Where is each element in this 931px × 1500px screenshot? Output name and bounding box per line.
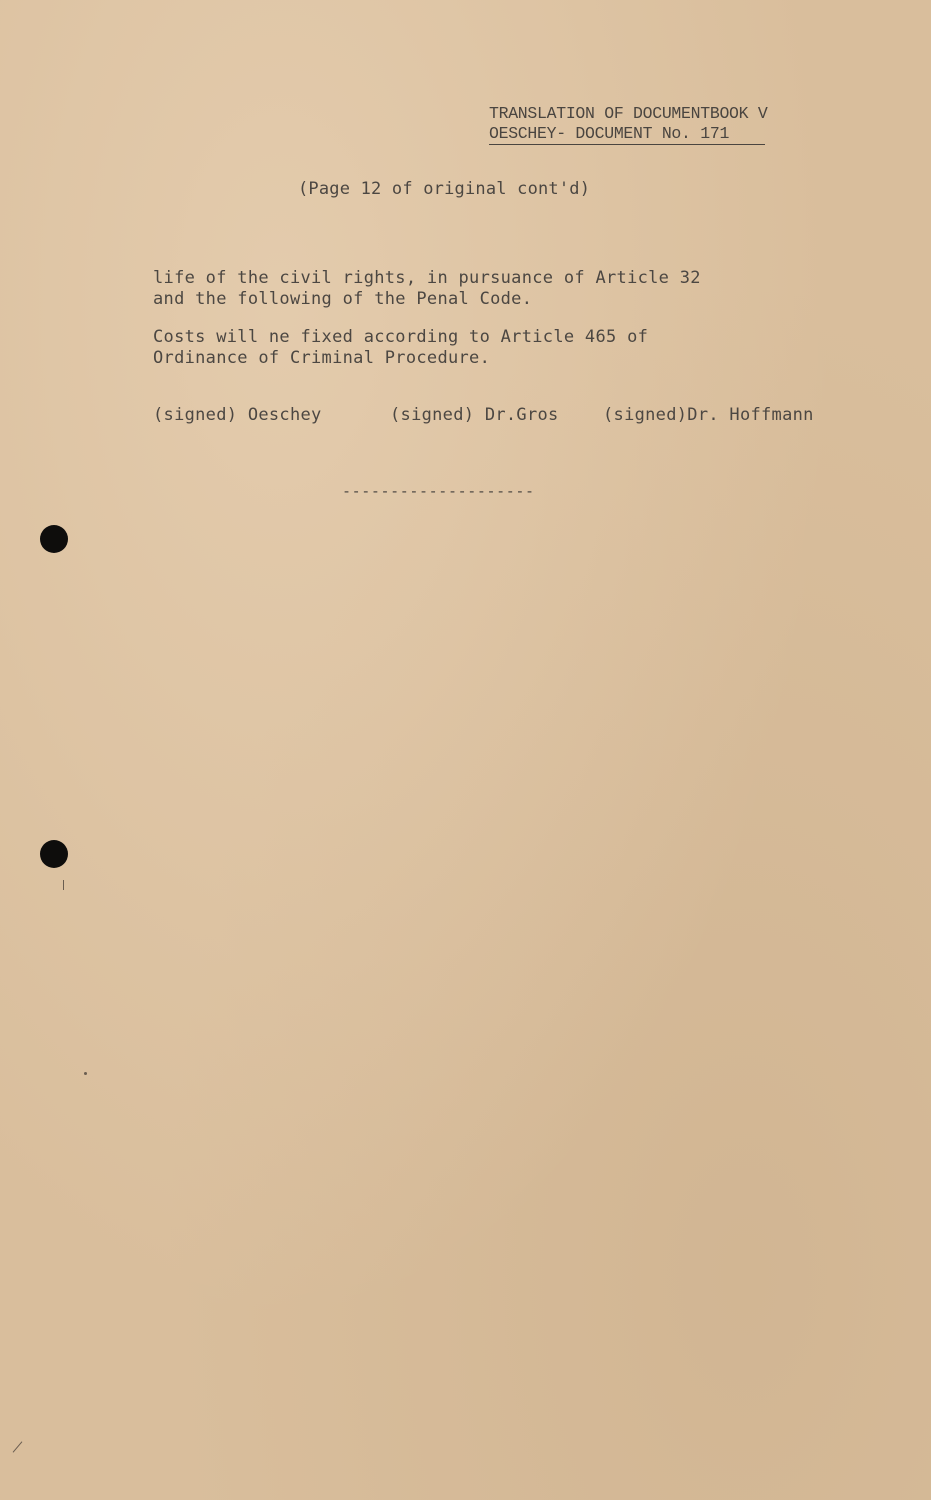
signature-line bbox=[0, 405, 931, 429]
punch-hole-icon bbox=[40, 525, 68, 553]
paragraph-costs bbox=[153, 327, 648, 369]
end-separator: -------------------- bbox=[342, 482, 535, 500]
paper-speck bbox=[84, 1072, 87, 1075]
signature-oeschey: (signed) Oeschey bbox=[153, 405, 322, 425]
header-title: TRANSLATION OF DOCUMENTBOOK V bbox=[489, 104, 768, 123]
page-continuation-note: (Page 12 of original cont'd) bbox=[298, 179, 591, 199]
document-header bbox=[489, 104, 767, 145]
paragraph-line: and the following of the Penal Code. bbox=[153, 289, 533, 309]
signature-gros: (signed) Dr.Gros bbox=[390, 405, 559, 425]
paragraph-line: Ordinance of Criminal Procedure. bbox=[153, 348, 491, 368]
paper-speck bbox=[13, 1441, 23, 1452]
paragraph-civil-rights bbox=[153, 268, 701, 310]
paragraph-line: life of the civil rights, in pursuance of Article 32 bbox=[153, 268, 701, 288]
punch-hole-icon bbox=[40, 840, 68, 868]
header-document-number: OESCHEY- DOCUMENT No. 171 bbox=[489, 124, 765, 145]
paper-speck bbox=[63, 880, 64, 890]
signature-hoffmann: (signed)Dr. Hoffmann bbox=[603, 405, 814, 425]
paragraph-line: Costs will ne fixed according to Article 465 of bbox=[153, 327, 649, 347]
